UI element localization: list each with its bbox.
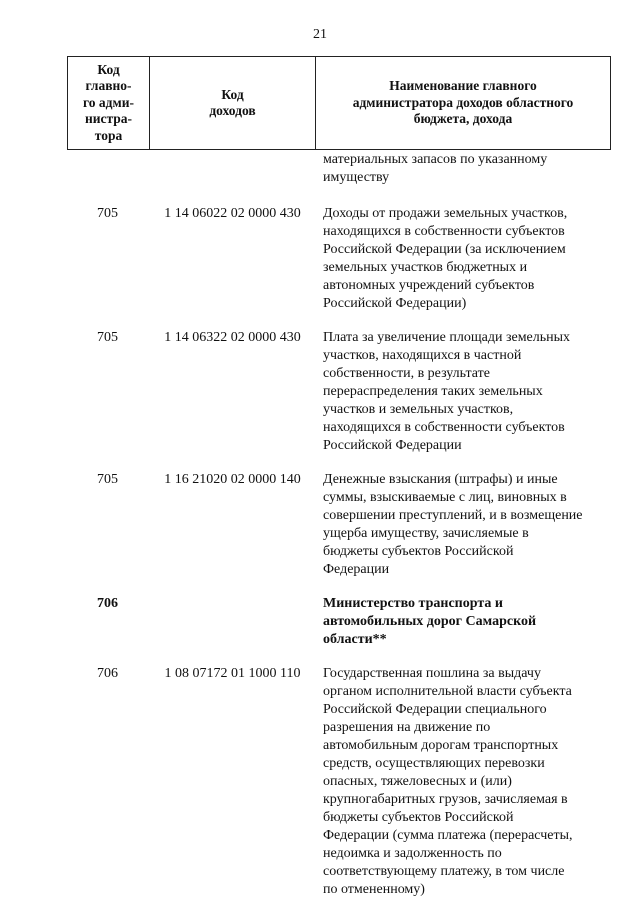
- admin-code-cell: 706: [97, 596, 118, 611]
- table-row-section: [67, 595, 609, 649]
- table-body: [67, 151, 609, 899]
- income-code-cell: 1 16 21020 02 0000 140: [164, 472, 301, 487]
- income-code-cell: 1 08 07172 01 1000 110: [164, 666, 301, 681]
- header-admin-code-label: Код главно- го адми- нистра- тора: [83, 61, 134, 143]
- header-income-code-label: Код доходов: [209, 86, 256, 118]
- header-name-label: Наименование главного администратора доходов областного бюджета, дохода: [352, 78, 574, 127]
- header-income-code: [150, 57, 316, 150]
- name-cell: материальных запасов по указанному имуществу: [323, 152, 548, 185]
- page-number: 21: [313, 27, 327, 42]
- name-cell: Министерство транспорта и автомобильных дорог Самарской области**: [323, 596, 537, 647]
- admin-code-cell: 705: [97, 206, 118, 221]
- header-admin-code: [68, 57, 150, 150]
- name-cell: Денежные взыскания (штрафы) и иные суммы, взыскиваемые с лиц, виновных в совершении преступлений, и в возмещение ущерба имуществу, зачисляемые в бюджеты субъектов Российской Федерации: [323, 472, 583, 577]
- table-row: [67, 665, 609, 899]
- table-header: [67, 56, 611, 150]
- income-code-cell: 1 14 06322 02 0000 430: [164, 330, 301, 345]
- table-row: [67, 329, 609, 455]
- income-code-cell: 1 14 06022 02 0000 430: [164, 206, 301, 221]
- table-row: [67, 205, 609, 313]
- table-row: [67, 151, 609, 187]
- name-cell: Доходы от продажи земельных участков, находящихся в собственности субъектов Российской Федерации (за исключением земельных участков бюджетных и автономных учреждений субъектов Российской Федерации): [323, 206, 568, 311]
- table-row: [67, 471, 609, 579]
- admin-code-cell: 706: [97, 666, 118, 681]
- name-cell: Плата за увеличение площади земельных участков, находящихся в частной собственности, в результате перераспределения таких земельных участков и земельных участков, находящихся в собственности субъектов Российской Федерации: [323, 330, 571, 453]
- admin-code-cell: 705: [97, 472, 118, 487]
- header-name: [316, 57, 611, 150]
- name-cell: Государственная пошлина за выдачу органом исполнительной власти субъекта Российской Федерации специального разрешения на движение по автомобильным дорогам транспортных средств, осуществляющих перевозки опасных, тяжеловесных и (или) крупногабаритных грузов, зачисляемая в бюджеты субъектов Российской Федерации (сумма платежа (перерасчеты, недоимка и задолженность по соответствующему платежу, в том числе по отмененному): [323, 666, 573, 897]
- admin-code-cell: 705: [97, 330, 118, 345]
